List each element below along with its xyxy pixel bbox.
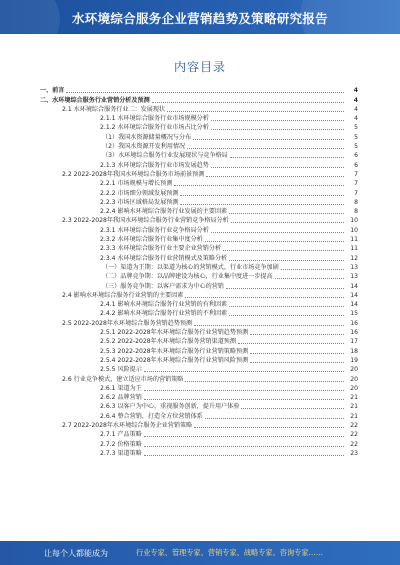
toc-entry-title: 二、水环境综合服务行业营销分析及预测 (40, 96, 150, 104)
toc-entry-page: 13 (350, 263, 358, 271)
toc-entry-title: 2.7.2 价格策略 (100, 440, 142, 448)
toc-entry-page: 14 (350, 301, 358, 309)
toc-dot-leader (211, 129, 344, 130)
toc-dot-leader (144, 446, 344, 447)
toc-dot-leader (223, 250, 344, 251)
toc-entry[interactable] (40, 150, 358, 159)
toc-entry[interactable] (40, 299, 358, 308)
toc-dot-leader (230, 157, 344, 158)
toc-entry-page: 11 (350, 245, 358, 253)
toc-entry-page: 18 (350, 347, 358, 355)
toc-entry[interactable] (40, 448, 358, 457)
toc-dot-leader (275, 278, 344, 279)
toc-entry-page: 14 (350, 291, 358, 299)
toc-entry-title: 2.4 影响水环境综合服务行业营销的主要因素 (62, 291, 184, 299)
toc-entry-title: 2.5.3 2022-2028年水环境综合服务行业营销策略预测 (100, 347, 249, 355)
toc-entry-page: 7 (354, 170, 358, 178)
toc-entry[interactable] (40, 308, 358, 317)
toc-entry[interactable] (40, 364, 358, 373)
toc-entry[interactable] (40, 159, 358, 168)
toc-dot-leader (144, 436, 344, 437)
toc-entry-page: 21 (350, 394, 358, 402)
toc-entry-title: 2.7.3 渠道策略 (100, 449, 142, 457)
toc-entry-page: 8 (354, 208, 358, 216)
toc-entry-page: 7 (354, 189, 358, 197)
toc-entry-title: 2.3.2 水环境综合服务行业集中度分析 (100, 236, 203, 244)
toc-dot-leader (185, 381, 344, 382)
toc-entry-title: 2.3 2022-2028年我国水环境综合服务行业营销竞争格局分析 (62, 217, 229, 225)
toc-entry-title: 2.1.2 水环境综合服务行业市场占比分析 (100, 124, 209, 132)
toc-entry[interactable] (40, 141, 358, 150)
toc-dot-leader (211, 232, 344, 233)
toc-entry-page: 21 (350, 412, 358, 420)
toc-entry-title: 2.2.1 市场规模与增长预测 (100, 180, 173, 188)
toc-entry-title: 2.5.5 风险提示 (100, 366, 142, 374)
toc-dot-leader (231, 222, 344, 223)
footer-slogan: 让每个人都能成为 (44, 548, 108, 558)
toc-entry[interactable] (40, 317, 358, 326)
toc-entry[interactable] (40, 410, 358, 419)
toc-entry-title: 2.3.1 水环境综合服务行业竞争格局分析 (100, 226, 209, 234)
toc-entry[interactable] (40, 345, 358, 354)
toc-entry-page: 6 (354, 152, 358, 160)
toc-entry-page: 22 (350, 431, 358, 439)
toc-entry-page: 22 (350, 440, 358, 448)
toc-dot-leader (241, 408, 344, 409)
toc-entry[interactable] (40, 262, 358, 271)
toc-dot-leader (229, 260, 344, 261)
toc-entry[interactable] (40, 122, 358, 131)
toc-entry-page: 10 (350, 217, 358, 225)
toc-entry-title: （3）水环境综合服务行业发展现状与竞争格局 (102, 152, 228, 160)
report-header-banner (0, 0, 400, 34)
toc-entry-page: 13 (350, 273, 358, 281)
toc-entry[interactable] (40, 224, 358, 233)
toc-entry[interactable] (40, 178, 358, 187)
toc-entry[interactable] (40, 355, 358, 364)
toc-entry-title: 2.4.1 影响水环境综合服务行业营销的有利因素 (100, 301, 228, 309)
toc-dot-leader (144, 371, 344, 372)
toc-dot-leader (211, 120, 344, 121)
toc-dot-leader (211, 167, 344, 168)
toc-entry-title: 2.6.1 渠道为王 (100, 384, 142, 392)
toc-entry-title: 2.5.1 2022-2028年水环境综合服务行业营销趋势预测 (100, 329, 249, 337)
toc-entry-title: 2.2.4 影响水环境综合服务行业发展的主要因素 (100, 208, 228, 216)
toc-entry-title: 2.5.2 2022-2028年水环境综合服务营销渠道预测 (100, 338, 236, 346)
toc-entry-title: 2.3.3 水环境综合服务行业主要企业营销分析 (100, 245, 222, 253)
toc-entry-title: 2.4.2 影响水环境综合服务行业营销的不利因素 (100, 310, 228, 318)
toc-entry-page: 5 (354, 143, 358, 151)
toc-entry-title: （2）我国水资源开发利用情况 (102, 143, 186, 151)
toc-entry[interactable] (40, 336, 358, 345)
toc-dot-leader (229, 315, 344, 316)
toc-entry[interactable] (40, 131, 358, 140)
toc-entry[interactable] (40, 197, 358, 206)
toc-dot-leader (193, 139, 344, 140)
toc-dot-leader (194, 427, 344, 428)
toc-dot-leader (167, 111, 344, 112)
toc-dot-leader (180, 195, 344, 196)
toc-entry-page: 5 (354, 133, 358, 141)
toc-entry[interactable] (40, 187, 358, 196)
toc-dot-leader (250, 334, 344, 335)
toc-dot-leader (194, 325, 344, 326)
toc-entry-title: 2.2.3 市场区域格局发展预测 (100, 198, 179, 206)
toc-entry-title: 2.6.2 品牌营销 (100, 394, 142, 402)
toc-entry-page: 16 (350, 329, 358, 337)
toc-entry-title: （二）品牌竞争期：以品牌建设为核心，行业集中度进一步提高 (102, 273, 273, 281)
toc-entry-page: 20 (350, 375, 358, 383)
toc-dot-leader (144, 455, 344, 456)
toc-entry-page: 21 (350, 403, 358, 411)
toc-entry[interactable] (40, 373, 358, 382)
toc-dot-leader (250, 353, 344, 354)
toc-entry[interactable] (40, 94, 358, 103)
toc-entry-page: 15 (350, 310, 358, 318)
toc-entry-title: 2.6 行业竞争模式，建立适应市场的营销策略 (62, 375, 184, 383)
toc-entry-title: 2.3.4 水环境综合服务行业营销模式及策略分析 (100, 254, 228, 262)
toc-entry-title: （一）渠道为王期：以渠道为核心的营销模式，行业市场竞争加剧 (102, 263, 279, 271)
toc-dot-leader (66, 92, 344, 93)
toc-dot-leader (174, 185, 344, 186)
toc-entry-title: 一、前言 (40, 87, 65, 95)
toc-entry-page: 12 (350, 254, 358, 262)
toc-entry-page: 17 (350, 338, 358, 346)
toc-entry-title: 2.6.3 以客户为中心，重视服务创新，提升用户体验 (100, 403, 240, 411)
toc-dot-leader (238, 343, 344, 344)
toc-entry-page: 4 (353, 96, 358, 104)
toc-entry[interactable] (40, 327, 358, 336)
toc-entry-page: 6 (354, 161, 358, 169)
toc-entry-page: 10 (350, 226, 358, 234)
footer-expert-list: 行业专家、管理专家、营销专家、战略专家、咨询专家…… (136, 548, 323, 557)
toc-dot-leader (205, 418, 344, 419)
table-of-contents (40, 85, 358, 457)
toc-entry[interactable] (40, 169, 358, 178)
footer-banner (0, 541, 400, 565)
toc-entry-page: 20 (350, 366, 358, 374)
toc-dot-leader (152, 102, 344, 103)
toc-heading: 内容目录 (173, 60, 226, 74)
toc-dot-leader (144, 399, 344, 400)
toc-entry-title: （1）我国水资源储量概况与分布 (102, 133, 192, 141)
toc-entry[interactable] (40, 252, 358, 261)
toc-entry-page: 4 (354, 105, 358, 113)
toc-entry[interactable] (40, 420, 358, 429)
toc-entry[interactable] (40, 243, 358, 252)
toc-entry[interactable] (40, 438, 358, 447)
toc-entry-title: 2.6.4 整合营销，打造全方位营销体系 (100, 412, 203, 420)
toc-entry-title: （三）服务竞争期：以客户需求为中心的营销 (102, 282, 224, 290)
toc-entry[interactable] (40, 271, 358, 280)
toc-dot-leader (281, 269, 344, 270)
toc-entry-title: 2.5 2022-2028年水环境综合服务营销趋势预测 (62, 319, 193, 327)
toc-dot-leader (229, 213, 344, 214)
toc-entry-page: 22 (350, 421, 358, 429)
toc-entry-title: 2.2 2022-2028年我国水环境综合服务市场前景预测 (62, 170, 205, 178)
report-title: 水环境综合服务企业营销趋势及策略研究报告 (71, 11, 328, 26)
toc-entry-page: 11 (350, 236, 358, 244)
toc-entry-title: 2.1.3 水环境综合服务行业市场发展趋势 (100, 161, 209, 169)
toc-entry-title: 2.1.1 水环境综合服务行业市场规模分析 (100, 115, 209, 123)
toc-entry-page: 14 (350, 282, 358, 290)
toc-dot-leader (250, 362, 344, 363)
toc-entry-title: 2.5.4 2022-2028年水环境综合服务行业营销风险预测 (100, 356, 249, 364)
toc-entry[interactable] (40, 401, 358, 410)
toc-entry[interactable] (40, 113, 358, 122)
toc-entry[interactable] (40, 392, 358, 401)
toc-dot-leader (206, 176, 344, 177)
toc-entry-page: 4 (354, 115, 358, 123)
toc-entry-title: 2.2.2 市场细分领域发展预测 (100, 189, 179, 197)
toc-dot-leader (185, 297, 344, 298)
toc-entry[interactable] (40, 290, 358, 299)
toc-entry-title: 2.7 2022-2028年水环境综合服务企业营销策略 (62, 421, 193, 429)
toc-entry[interactable] (40, 104, 358, 113)
toc-entry-page: 7 (354, 180, 358, 188)
toc-entry-page: 4 (353, 87, 358, 95)
toc-entry-page: 19 (350, 356, 358, 364)
toc-entry[interactable] (40, 234, 358, 243)
toc-entry-page: 20 (350, 384, 358, 392)
toc-entry-title: 2.7.1 产品策略 (100, 431, 142, 439)
toc-entry-title: 2.1 水环境综合服务行业二：发展现状 (62, 105, 166, 113)
toc-entry[interactable] (40, 429, 358, 438)
toc-entry[interactable] (40, 215, 358, 224)
toc-entry[interactable] (40, 280, 358, 289)
toc-entry-page: 5 (354, 124, 358, 132)
toc-dot-leader (187, 148, 344, 149)
toc-dot-leader (229, 306, 344, 307)
toc-dot-leader (180, 204, 344, 205)
toc-dot-leader (144, 390, 344, 391)
toc-dot-leader (226, 288, 344, 289)
toc-entry[interactable] (40, 383, 358, 392)
toc-entry-page: 23 (350, 449, 358, 457)
toc-dot-leader (205, 241, 344, 242)
toc-entry-page: 16 (350, 319, 358, 327)
toc-entry-page: 8 (354, 198, 358, 206)
toc-entry[interactable] (40, 206, 358, 215)
toc-entry[interactable] (40, 85, 358, 94)
